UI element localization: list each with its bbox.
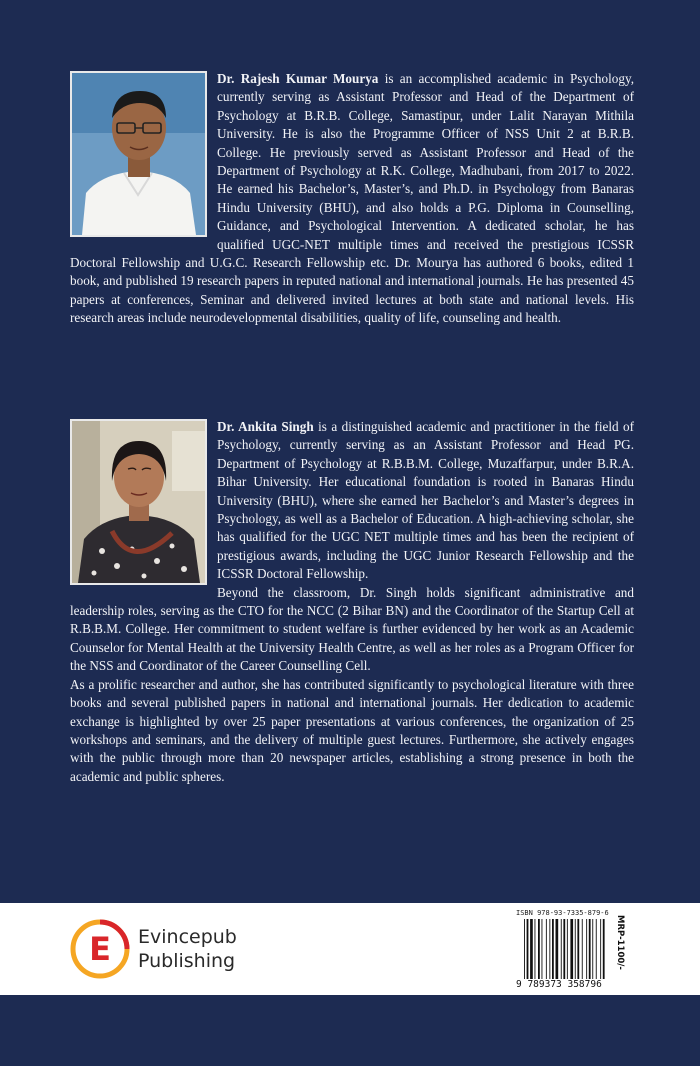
author2-name: Dr. Ankita Singh (217, 419, 314, 434)
publisher-name-line2: Publishing (138, 950, 236, 972)
publisher-name-line1: Evincepub (138, 926, 237, 948)
author2-bio-paragraph-3: As a prolific researcher and author, she has contributed significantly to psychological literature with three books and several published papers in national and international journals. Her dedication to academic exchange is highlighted by over 25 paper presentations at various conferences, the organization of 25 workshops and seminars, and the delivery of multiple guest lectures. Furthermore, she actively engages with the public through more than 20 newspaper articles, establishing a strong presence in both the academic and public spheres. (70, 676, 634, 784)
mrp-price-text: MRP-1100/- (615, 915, 625, 970)
author2-bio-paragraph-2: Beyond the classroom, Dr. Singh holds significant administrative and leadership roles, serving as the CTO for the NCC (2 Bihar BN) and the Coordinator of the Startup Cell at R.B.B.M. College. Her commitment to student welfare is further evidenced by her work as an Academic Counselor for Mental Health at the University Health Centre, as well as her roles as a Program Officer for the NSS and Coordinator of the Career Counselling Cell. (70, 584, 634, 674)
publisher-logo-icon (70, 919, 130, 979)
barcode-digits: 9 789373 358796 (516, 979, 602, 990)
isbn-barcode (524, 919, 606, 979)
isbn-label: ISBN 978-93-7335-879-6 (516, 909, 609, 917)
publisher-footer (0, 903, 700, 995)
publisher-name (138, 925, 237, 973)
author1-bio-text: is an accomplished academic in Psychology, currently serving as Assistant Professor and Head of the Department of Psychology at B.R.B. College, Samastipur, under Lalit Narayan Mithila University. He is also the Programme Officer of NSS Unit 2 at B.R.B. College. He previously served as Assistant Professor and Head of the Department of Psychology at R.K. College, Madhubani, from 2017 to 2022. He earned his Bachelor’s, Master’s, and Ph.D. in Psychology from Banaras Hindu University (BHU), and also holds a P.G. Diploma in Counselling, Guidance, and Psychological Intervention. A dedicated scholar, he has qualified UGC-NET multiple times and received the prestigious ICSSR Doctoral Fellowship and U.G.C. Research Fellowship etc. Dr. Mourya has authored 6 books, edited 1 book, and published 19 research papers in reputed national and international journals. He has presented 45 papers at conferences, Seminar and delivered invited lectures at both state and national levels. His research areas include neurodevelopmental disabilities, quality of life, counseling and health. (70, 71, 634, 326)
author1-portrait-image (72, 73, 205, 235)
author1-name: Dr. Rajesh Kumar Mourya (217, 71, 379, 86)
publisher-logo-letter: E (89, 930, 111, 968)
mrp-price (613, 915, 627, 985)
author1-bio (70, 70, 634, 328)
author2-bio-paragraph-1: is a distinguished academic and practitioner in the field of Psychology, currently serving as an Assistant Professor and Head PG. Department of Psychology at R.B.B.M. College, Muzaffarpur, under B.R.A. Bihar University. Her educational foundation is rooted in Banaras Hindu University (BHU), where she earned her Bachelor’s and Master’s degrees in Psychology, as well as a Bachelor of Education. A high-achieving scholar, she has qualified for the UGC NET multiple times and has been the recipient of prestigious awards, including the UGC Junior Research Fellowship and the ICSSR Doctoral Fellowship. (217, 419, 635, 582)
author2-portrait-image (72, 421, 205, 583)
author2-bio (70, 418, 634, 786)
author1-photo (70, 71, 207, 237)
author2-photo (70, 419, 207, 585)
